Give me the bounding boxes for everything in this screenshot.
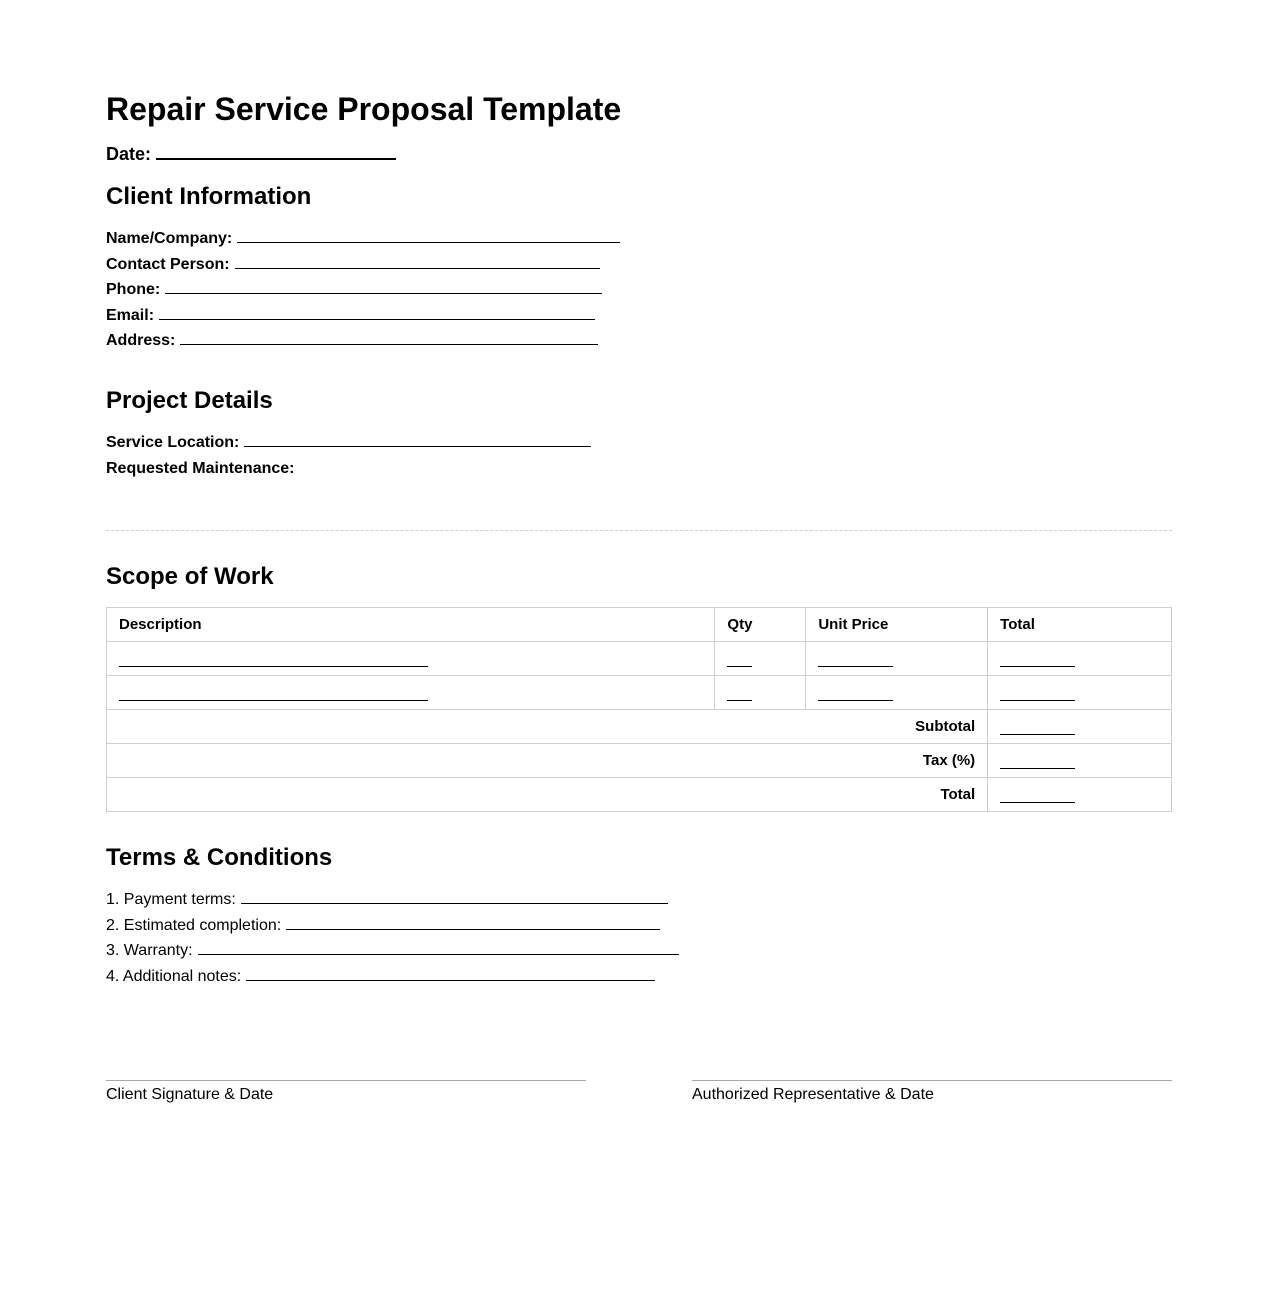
address-label: Address: (106, 332, 176, 349)
grand-total-value-cell[interactable] (988, 778, 1172, 812)
scope-of-work-table (106, 607, 1172, 812)
additional-notes-blank[interactable] (246, 968, 655, 981)
qty-blank[interactable] (727, 684, 752, 701)
grand-total-row (107, 778, 1172, 812)
grand-total-label: Total (107, 778, 988, 812)
warranty-label: 3. Warranty: (106, 942, 193, 959)
project-details-heading: Project Details (106, 387, 273, 414)
description-cell[interactable] (107, 676, 715, 710)
line-total-cell[interactable] (988, 642, 1172, 676)
table-header-row (107, 608, 1172, 642)
additional-notes-label: 4. Additional notes: (106, 968, 242, 985)
representative-signature-line[interactable] (692, 1080, 1172, 1081)
email-field (106, 307, 595, 325)
column-header-total: Total (988, 608, 1172, 642)
phone-blank[interactable] (165, 281, 602, 294)
subtotal-blank[interactable] (1000, 718, 1075, 735)
tax-value-cell[interactable] (988, 744, 1172, 778)
name-company-field (106, 230, 620, 248)
line-total-cell[interactable] (988, 676, 1172, 710)
requested-maintenance-field (106, 460, 294, 478)
terms-conditions-heading: Terms & Conditions (106, 844, 333, 871)
subtotal-row (107, 710, 1172, 744)
date-field (106, 144, 396, 165)
email-blank[interactable] (159, 307, 595, 320)
estimated-completion-label: 2. Estimated completion: (106, 917, 282, 934)
tax-label: Tax (%) (107, 744, 988, 778)
date-blank[interactable] (156, 144, 396, 160)
address-blank[interactable] (180, 332, 598, 345)
tax-row (107, 744, 1172, 778)
client-signature-label: Client Signature & Date (106, 1086, 274, 1103)
payment-terms-item (106, 891, 668, 909)
qty-cell[interactable] (715, 642, 806, 676)
subtotal-value-cell[interactable] (988, 710, 1172, 744)
tax-blank[interactable] (1000, 752, 1075, 769)
contact-person-blank[interactable] (235, 256, 600, 269)
representative-signature-label: Authorized Representative & Date (692, 1086, 934, 1103)
client-information-heading: Client Information (106, 183, 312, 210)
payment-terms-blank[interactable] (241, 891, 668, 904)
additional-notes-item (106, 968, 655, 986)
description-blank[interactable] (119, 650, 428, 667)
warranty-item (106, 942, 679, 960)
service-location-label: Service Location: (106, 434, 240, 451)
table-row (107, 676, 1172, 710)
column-header-description: Description (107, 608, 715, 642)
contact-person-field (106, 256, 600, 274)
unit-price-blank[interactable] (818, 684, 893, 701)
document-title: Repair Service Proposal Template (106, 91, 622, 127)
scope-of-work-heading: Scope of Work (106, 563, 274, 590)
subtotal-label: Subtotal (107, 710, 988, 744)
unit-price-blank[interactable] (818, 650, 893, 667)
address-field (106, 332, 598, 350)
phone-field (106, 281, 602, 299)
description-blank[interactable] (119, 684, 428, 701)
unit-price-cell[interactable] (806, 642, 988, 676)
unit-price-cell[interactable] (806, 676, 988, 710)
estimated-completion-item (106, 917, 660, 935)
service-location-blank[interactable] (244, 434, 591, 447)
column-header-qty: Qty (715, 608, 806, 642)
estimated-completion-blank[interactable] (286, 917, 660, 930)
qty-cell[interactable] (715, 676, 806, 710)
table-row (107, 642, 1172, 676)
contact-person-label: Contact Person: (106, 256, 230, 273)
client-signature-line[interactable] (106, 1080, 586, 1081)
name-company-blank[interactable] (237, 230, 620, 243)
grand-total-blank[interactable] (1000, 786, 1075, 803)
service-location-field (106, 434, 591, 452)
payment-terms-label: 1. Payment terms: (106, 891, 236, 908)
line-total-blank[interactable] (1000, 684, 1075, 701)
qty-blank[interactable] (727, 650, 752, 667)
date-label: Date: (106, 144, 152, 164)
email-label: Email: (106, 307, 155, 324)
section-divider (106, 530, 1172, 531)
line-total-blank[interactable] (1000, 650, 1075, 667)
requested-maintenance-label: Requested Maintenance: (106, 460, 295, 477)
phone-label: Phone: (106, 281, 161, 298)
description-cell[interactable] (107, 642, 715, 676)
warranty-blank[interactable] (198, 942, 679, 955)
column-header-unit-price: Unit Price (806, 608, 988, 642)
name-company-label: Name/Company: (106, 230, 233, 247)
